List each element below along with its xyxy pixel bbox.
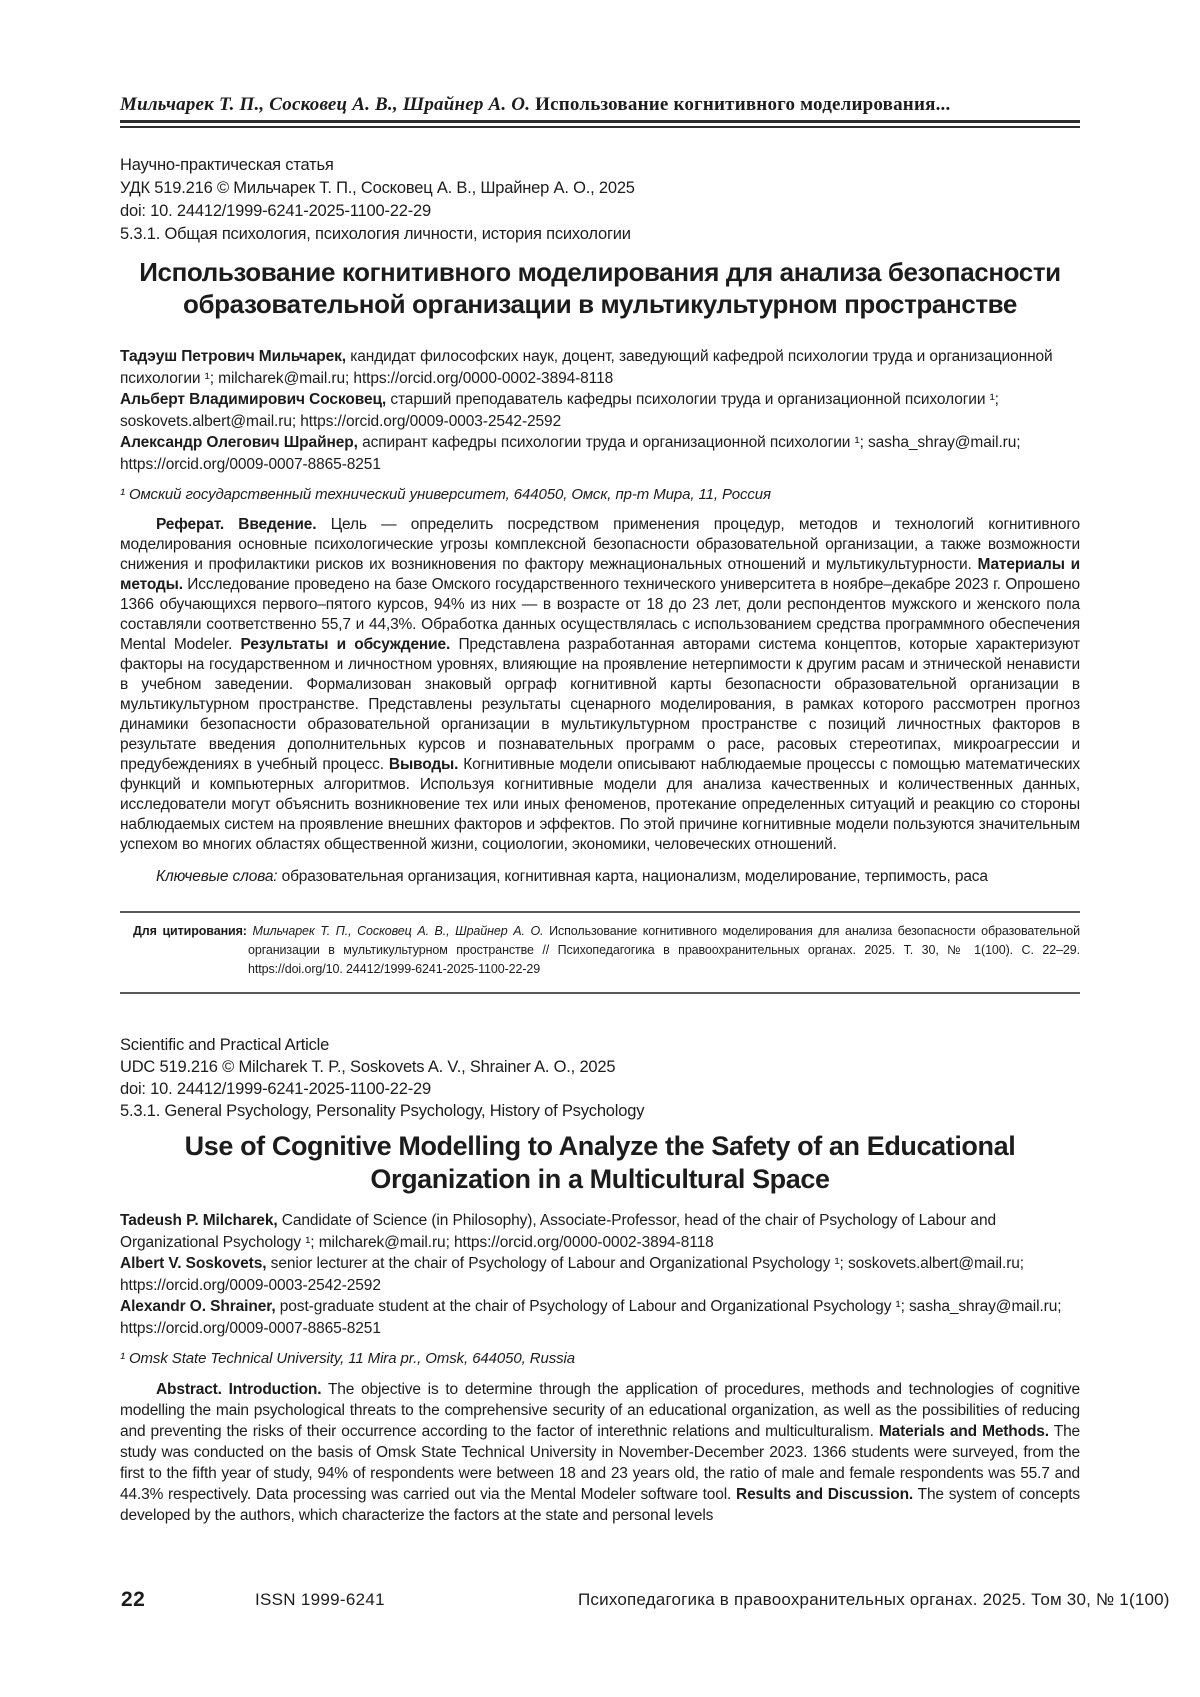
running-head: Мильчарек Т. П., Сосковец А. В., Шрайнер А. О. Использование когнитивного моделирования... [120,94,951,115]
ru-specialty-line: 5.3.1. Общая психология, психология личности, история психологии [120,225,631,243]
en-author-soskovets: Albert V. Soskovets, senior lecturer at the chair of Psychology of Labour and Organizational Psychology ¹; soskovets.albert@mail.ru; https://orcid.org/0009-0003-2542-2592 [120,1255,1024,1294]
ru-affiliation: ¹ Омский государственный технический университет, 644050, Омск, пр-т Мира, 11, Россия [120,486,771,503]
en-author-milcharek: Tadeush P. Milcharek, Candidate of Science (in Philosophy), Associate-Professor, head of the chair of Psychology of Labour and Organizational Psychology ¹; milcharek@mail.ru; https://orcid.org/0000-0002-3894-8118 [120,1212,996,1251]
en-author-shrainer: Alexandr O. Shrainer, post-graduate student at the chair of Psychology of Labour and Organizational Psychology ¹; sasha_shray@mail.ru; https://orcid.org/0009-0007-8865-8251 [120,1298,1062,1337]
ru-author-milcharek: Тадэуш Петрович Мильчарек, кандидат философских наук, доцент, заведующий кафедрой психологии труда и организационной психологии ¹; milcharek@mail.ru; https://orcid.org/0000-0002-3894-8118 [120,348,1053,387]
citation-box [120,911,1080,994]
ru-author-soskovets: Альберт Владимирович Сосковец, старший преподаватель кафедры психологии труда и организационной психологии ¹; soskovets.albert@mail.ru; https://orcid.org/0009-0003-2542-2592 [120,391,999,430]
ru-keywords: Ключевые слова: образовательная организация, когнитивная карта, национализм, моделирование, терпимость, раса [156,868,988,885]
en-udc-line: UDC 519.216 © Milcharek T. P., Soskovets A. V., Shrainer A. O., 2025 [120,1058,616,1076]
page-footer [0,1588,1200,1618]
ru-meta-block [120,154,1080,246]
ru-abstract: Реферат. Введение. Цель — определить посредством применения процедур, методов и технологий когнитивного моделирования основные психологические угрозы комплексной безопасности образовательной организации, а также возможности снижения и профилактики рисков их возникновения по фактору межнациональных отношений и мультикультурности. Материалы и методы. Исследование проведено на базе Омского государственного технического университета в ноябре–декабре 2023 г. Опрошено 1366 обучающихся первого–пятого курсов, 94% из них — в возрасте от 18 до 23 лет, доли респондентов мужского и женского пола составляли соответственно 55,7 и 44,3%. Обработка данных осуществлялась с использованием средства программного обеспечения Mental Modeler. Результаты и обсуждение. Представлена разработанная авторами система концептов, которые характеризуют факторы на государственном и личностном уровнях, влияющие на проявление нетерпимости к другим расам и этнической ненависти в учебном заведении. Формализован знаковый орграф когнитивной карты безопасности образовательной организации в мультикультурном пространстве. Представлены результаты сценарного моделирования, в рамках которого рассмотрен прогноз динамики безопасности образовательной организации в мультикультурном пространстве с позиций личностных факторов в результате введения дополнительных курсов и познавательных программ о расе, расовых стереотипах, микроагрессии и предубеждениях в учебный процесс. Выводы. Когнитивные модели описывают наблюдаемые процессы с помощью математических функций и компьютерных алгоритмов. Используя когнитивные модели для анализа качественных и количественных данных, исследователи могут объяснить возникновение тех или иных феноменов, протекание определенных ситуаций и реакцию со стороны наблюдаемых систем на проявление внешних факторов и эффектов. По этой причине когнитивные модели пользуются значительным успехом во многих областях общественной жизни, социологии, экономики, человеческих отношений. [120,516,1080,853]
header-divider [120,120,1080,128]
ru-article-type: Научно-практическая статья [120,156,334,174]
footer-page-number: 22 [121,1588,146,1611]
ru-article-title: Использование когнитивного моделирования для анализа безопасности образовательной организации в мультикультурном пространстве [139,257,1061,319]
ru-author-shrainer: Александр Олегович Шрайнер, аспирант кафедры психологии труда и организационной психологии ¹; sasha_shray@mail.ru; https://orcid.org/0009-0007-8865-8251 [120,434,1021,473]
citation-text: Для цитирования: Мильчарек Т. П., Сосковец А. В., Шрайнер А. О. Использование когнитивного моделирования для анализа безопасности образовательной организации в мультикультурном пространстве // Психопедагогика в правоохранительных органах. 2025. Т. 30, № 1(100). С. 22–29. https://doi.org/10. 24412/1999-6241-2025-1100-22-29 [133,924,1080,976]
en-article-title: Use of Cognitive Modelling to Analyze the Safety of an Educational Organization in a Multicultural Space [184,1131,1016,1194]
en-affiliation: ¹ Omsk State Technical University, 11 Mira pr., Omsk, 644050, Russia [120,1350,576,1367]
en-article-type: Scientific and Practical Article [120,1036,330,1054]
ru-udc-line: УДК 519.216 © Мильчарек Т. П., Сосковец А. В., Шрайнер А. О., 2025 [120,179,635,197]
en-authors-block [120,1210,1080,1339]
ru-doi-line: doi: 10. 24412/1999-6241-2025-1100-22-29 [120,202,431,220]
en-specialty-line: 5.3.1. General Psychology, Personality Psychology, History of Psychology [120,1102,645,1120]
en-doi-line: doi: 10. 24412/1999-6241-2025-1100-22-29 [120,1080,431,1098]
ru-authors-block [120,346,1080,475]
en-abstract: Abstract. Introduction. The objective is to determine through the application of procedures, methods and technologies of cognitive modelling the main psychological threats to the comprehensive security of an educational organization, as well as the possibilities of reducing and preventing the risks of their occurrence according to the factor of interethnic relations and multiculturalism. Materials and Methods. The study was conducted on the basis of Omsk State Technical University in November-December 2023. 1366 students were surveyed, from the first to the fifth year of study, 94% of respondents were between 18 and 23 years old, the ratio of male and female respondents was 55.7 and 44.3% respectively. Data processing was carried out via the Mental Modeler software tool. Results and Discussion. The system of concepts developed by the authors, which characterize the factors at the state and personal levels [120,1381,1081,1524]
en-meta-block [120,1034,1080,1122]
footer-issn: ISSN 1999-6241 [255,1590,385,1609]
footer-journal-title: Психопедагогика в правоохранительных органах. 2025. Том 30, № 1(100) [578,1590,1170,1609]
